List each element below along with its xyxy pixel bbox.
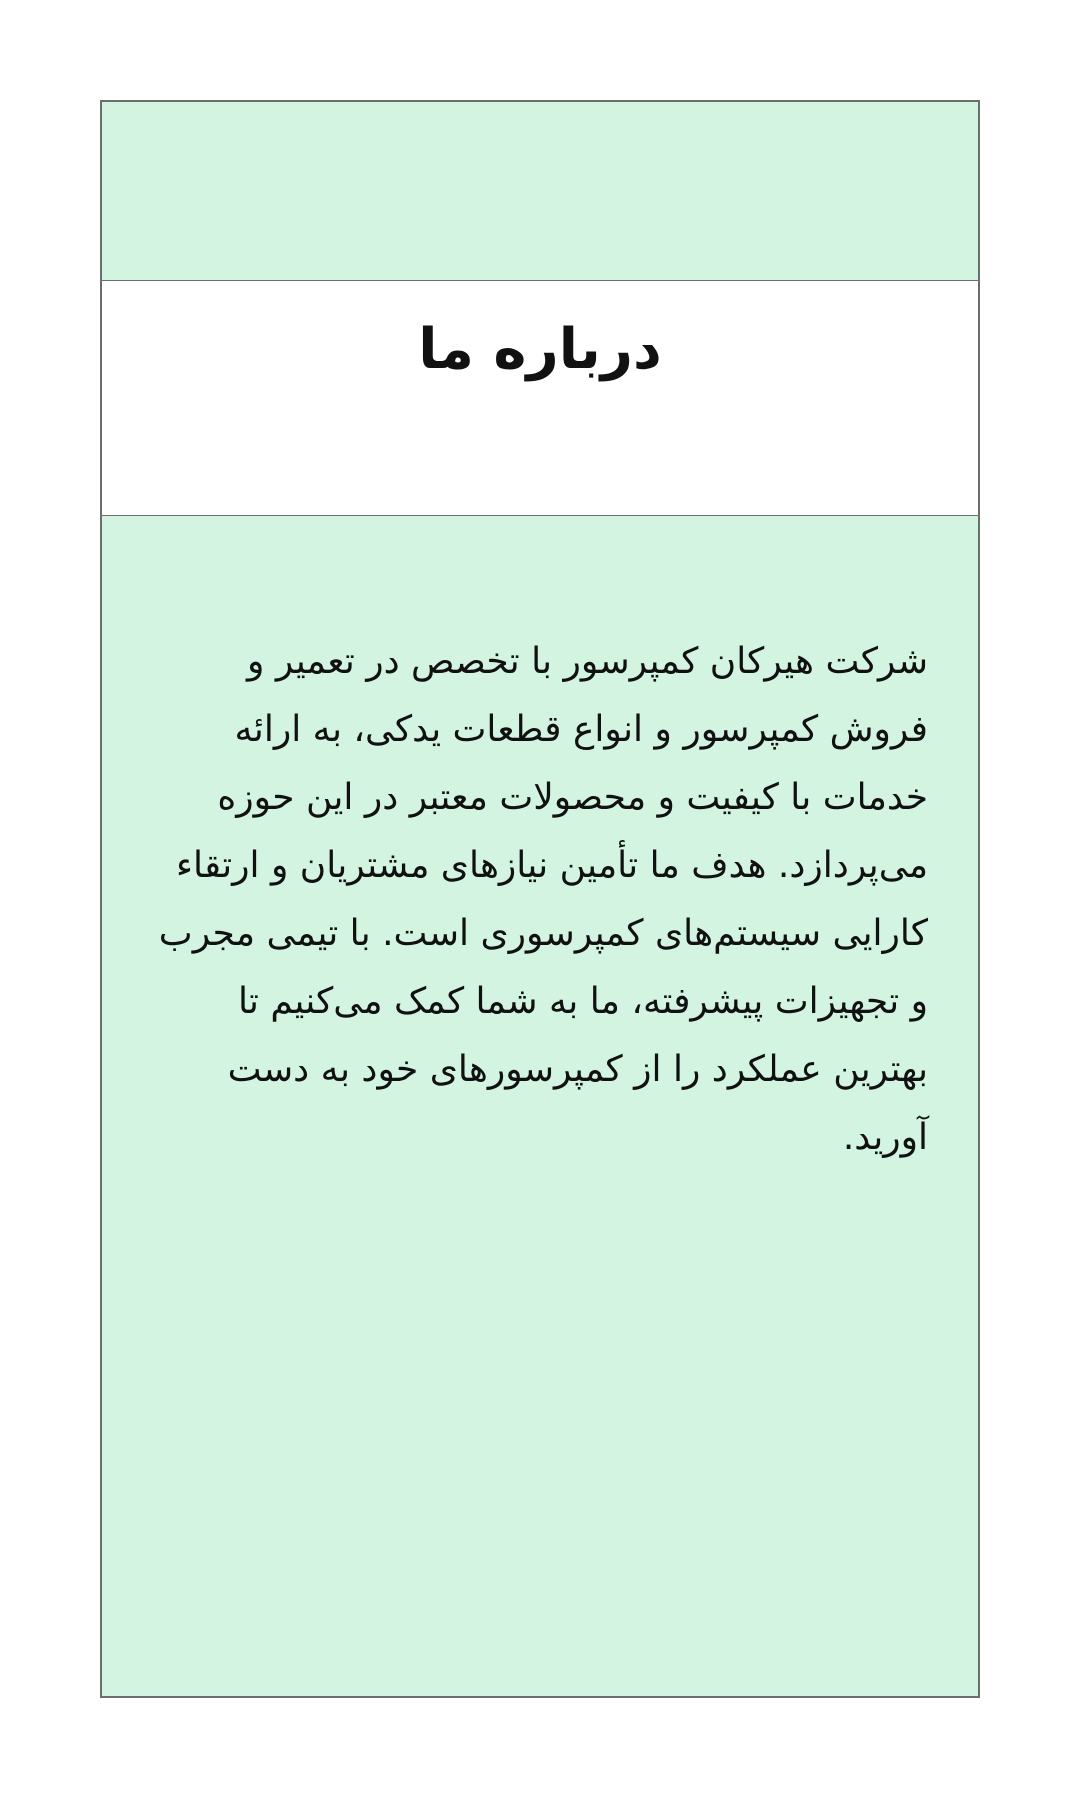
about-paragraph: شرکت هیرکان کمپرسور با تخصص در تعمیر و فروش کمپرسور و انواع قطعات یدکی، به ارائه خدمات با کیفیت و محصولات معتبر در این حوزه می‌پردازد. هدف ما تأمین نیازهای مشتریان و ارتقاء کارایی سیستم‌های کمپرسوری است. با تیمی مجرب و تجهیزات پیشرفته، ما به شما کمک می‌کنیم تا بهترین عملکرد را از کمپرسورهای خود به دست آورید. xyxy=(158,641,928,1158)
banner-strip xyxy=(102,102,978,280)
about-content xyxy=(102,516,978,1696)
title-band xyxy=(102,280,978,516)
page-title: درباره ما xyxy=(418,317,662,382)
about-card xyxy=(100,100,980,1698)
